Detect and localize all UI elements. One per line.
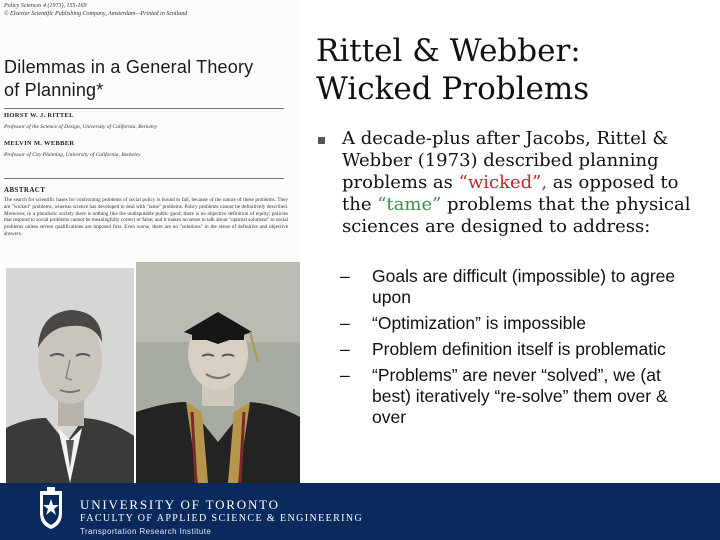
slide-title xyxy=(316,32,589,108)
paper-author-2: MELVIN M. WEBBER xyxy=(4,140,75,147)
photo-rittel xyxy=(6,268,134,483)
institute-name: Transportation Research Institute xyxy=(80,527,212,536)
paper-abstract-heading: ABSTRACT xyxy=(4,186,46,194)
paper-author-1: HORST W. J. RITTEL xyxy=(4,112,74,119)
paper-title-line1: Dilemmas in a General Theory xyxy=(4,57,254,77)
sub-bullet-text: “Optimization” is impossible xyxy=(372,313,586,333)
sub-bullet xyxy=(326,266,696,308)
slide-title-line1: Rittel & Webber: xyxy=(316,33,581,69)
sub-bullet xyxy=(326,339,696,360)
photo-webber xyxy=(136,262,300,483)
paper-title-line2: of Planning* xyxy=(4,80,104,100)
square-bullet-icon xyxy=(318,137,325,144)
sub-bullet xyxy=(326,365,696,428)
sub-bullet-text: Problem definition itself is problematic xyxy=(372,339,666,359)
paper-meta-line2: © Elsevier Scientific Publishing Company, Amsterdam—Printed in Scotland xyxy=(4,11,188,17)
bullet-text-part2: as opposed to the xyxy=(342,172,679,215)
faculty-name: FACULTY OF APPLIED SCIENCE & ENGINEERING xyxy=(80,513,364,524)
sub-bullet-text: “Problems” are never “solved”, we (at best) iteratively “re-solve” them over & over xyxy=(372,365,668,427)
paper-title xyxy=(4,56,253,102)
paper-divider xyxy=(4,108,284,109)
paper-abstract-text: The search for scientific bases for confronting problems of social policy is bound to fail, because of the nature of these problems. They are "wicked" problems, whereas science has developed to deal with "tame" problems. Policy problems cannot be definitively described. Moreover, in a pluralistic society there is nothing like the undisputable public good; there is no objective definition of equity; policies that respond to social problems cannot be meaningfully correct or false; and it makes no sense to talk about "optimal solutions" to social problems unless severe qualifications are imposed first. Even worse, there are no "solutions" in the sense of definitive and objective answers. xyxy=(4,197,288,237)
paper-affiliation-2: Professor of City Planning, University of California, Berkeley xyxy=(4,152,141,158)
sub-bullet-text: Goals are difficult (impossible) to agree upon xyxy=(372,266,676,307)
wicked-term: “wicked”, xyxy=(458,172,548,193)
university-name: UNIVERSITY OF TORONTO xyxy=(80,497,280,512)
slide-title-line2: Wicked Problems xyxy=(316,71,590,107)
paper-affiliation-1: Professor of the Science of Design, University of California, Berkeley xyxy=(4,124,158,130)
dash-marker: – xyxy=(340,365,350,385)
paper-divider xyxy=(4,178,284,179)
tame-term: “tame” xyxy=(377,194,442,215)
main-bullet-text xyxy=(342,128,694,238)
bullet-text-part3: problems that the physical sciences are designed to address: xyxy=(342,194,691,237)
uoft-crest-icon xyxy=(38,487,64,531)
paper-citation xyxy=(4,2,187,18)
dash-marker: – xyxy=(340,313,350,333)
sub-bullet-list xyxy=(326,266,696,433)
dash-marker: – xyxy=(340,266,350,286)
paper-scan xyxy=(0,0,300,265)
paper-meta-line1: Policy Sciences 4 (1973), 155-169 xyxy=(4,3,87,9)
bullet-text-part1: A decade-plus after Jacobs, Rittel & Webber (1973) described planning problems as xyxy=(342,128,669,193)
sub-bullet xyxy=(326,313,696,334)
dash-marker: – xyxy=(340,339,350,359)
